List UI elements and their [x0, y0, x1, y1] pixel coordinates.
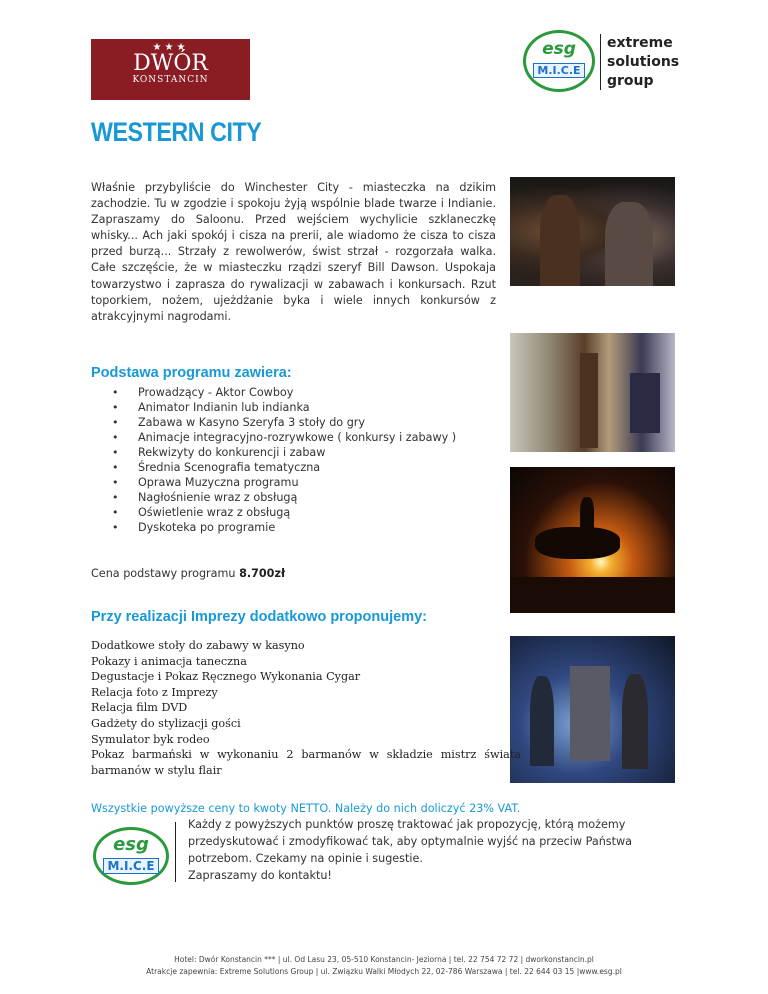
list-item: • Zabawa w Kasyno Szeryfa 3 stoły do gry: [112, 415, 456, 430]
base-program-heading: Podstawa programu zawiera:: [91, 365, 292, 381]
esg-mark: esg: [542, 39, 576, 59]
esg-word-2: solutions: [607, 54, 680, 70]
closing-line: potrzebom. Czekamy na opinie i sugestie.: [188, 852, 423, 865]
esg-word-3: group: [607, 73, 654, 89]
mice-mark: M.I.C.E: [103, 858, 158, 874]
closing-line: Zapraszamy do kontaktu!: [188, 869, 332, 882]
logo-stars: ★★★: [152, 42, 189, 53]
list-item: Pokaz barmański w wykonaniu 2 barmanów w składzie mistrz świata barmanów w stylu flair: [91, 748, 521, 777]
list-item: • Animacje integracyjno-rozrywkowe ( konkursy i zabawy ): [112, 430, 456, 445]
list-item: • Nagłośnienie wraz z obsługą: [112, 490, 456, 505]
netto-note: Wszystkie powyższe ceny to kwoty NETTO. Należy do nich doliczyć 23% VAT.: [91, 802, 521, 815]
price-line: [91, 567, 285, 580]
base-program-list: [112, 385, 456, 535]
horse-rider-sunset-photo: [510, 467, 675, 613]
list-item: • Dyskoteka po programie: [112, 520, 456, 535]
footer-hotel-line: Hotel: Dwór Konstancin *** | ul. Od Lasu 23, 05-510 Konstancin- Jeziorna | tel. 22 754 72 72 | dworkonstancin.pl: [174, 955, 594, 964]
list-item: Dodatkowe stoły do zabawy w kasyno: [91, 639, 305, 652]
party-show-photo: [510, 636, 675, 783]
logo-subtitle: KONSTANCIN: [132, 75, 209, 85]
list-item: Pokazy i animacja taneczna: [91, 654, 247, 668]
closing-line: przedyskutować i zmodyfikować tak, aby optymalnie wyjść na przeciw Państwa: [188, 835, 633, 848]
saloon-decor-photo: [510, 333, 675, 452]
intro-paragraph: Właśnie przybyliście do Winchester City - miasteczka na dzikim zachodzie. Tu w zgodzie i spokoju żyją wspólnie blade twarze i Indianie. Zapraszamy do Saloonu. Przed wejściem wychylicie szklaneczkę whisky... Ach jaki spokój i cisza na prerii, ale wiadomo że cisza to cisza przed burzą... Strzały z rewolwerów, świst strzał - rozgorzała walka. Całe szczęście, że w miasteczku rządzi szeryf Bill Dawson. Uspokaja towarzystwo i zaprasza do rywalizacji w zabawach i konkursach. Rzut toporkiem, nożem, ujeżdżanie byka i wiele innych konkursów z atrakcyjnymi nagrodami.: [91, 181, 496, 323]
mice-mark: M.I.C.E: [533, 63, 584, 78]
esg-mark: esg: [113, 834, 149, 855]
list-item: Relacja foto z Imprezy: [91, 685, 218, 699]
list-item: • Oprawa Muzyczna programu: [112, 475, 456, 490]
price-value: 8.700zł: [239, 567, 286, 580]
esg-mice-logo-bottom: [93, 827, 169, 885]
list-item: Degustacje i Pokaz Ręcznego Wykonania Cygar: [91, 670, 361, 684]
list-item: Relacja film DVD: [91, 701, 188, 715]
list-item: Gadżety do stylizacji gości: [91, 716, 241, 730]
logo-name: DWÓR: [133, 51, 208, 76]
logo-divider: [600, 34, 601, 90]
page-title: WESTERN CITY: [91, 117, 262, 147]
closing-text: [188, 816, 658, 884]
esg-mice-logo: [523, 30, 595, 92]
list-item: • Animator Indianin lub indianka: [112, 400, 456, 415]
extras-heading: Przy realizacji Imprezy dodatkowo proponujemy:: [91, 609, 427, 625]
list-item: • Średnia Scenografia tematyczna: [112, 460, 456, 475]
list-item: Symulator byk rodeo: [91, 732, 210, 746]
closing-divider: [175, 822, 176, 882]
esg-word-1: extreme: [607, 35, 673, 51]
price-label: Cena podstawy programu: [91, 567, 236, 580]
list-item: • Oświetlenie wraz z obsługą: [112, 505, 456, 520]
extras-list: [91, 638, 521, 778]
footer: [0, 954, 768, 978]
dwor-konstancin-logo: [91, 39, 250, 100]
cowboys-photo: [510, 177, 675, 286]
footer-attractions-line: Atrakcje zapewnia: Extreme Solutions Group | ul. Związku Walki Młodych 22, 02-786 Warszawa | tel. 22 644 03 15 |www.esg.pl: [146, 967, 622, 976]
list-item: • Rekwizyty do konkurencji i zabaw: [112, 445, 456, 460]
closing-line: Każdy z powyższych punktów proszę traktować jak propozycję, którą możemy: [188, 818, 626, 831]
list-item: • Prowadzący - Aktor Cowboy: [112, 385, 456, 400]
esg-wordmark: [607, 34, 679, 91]
